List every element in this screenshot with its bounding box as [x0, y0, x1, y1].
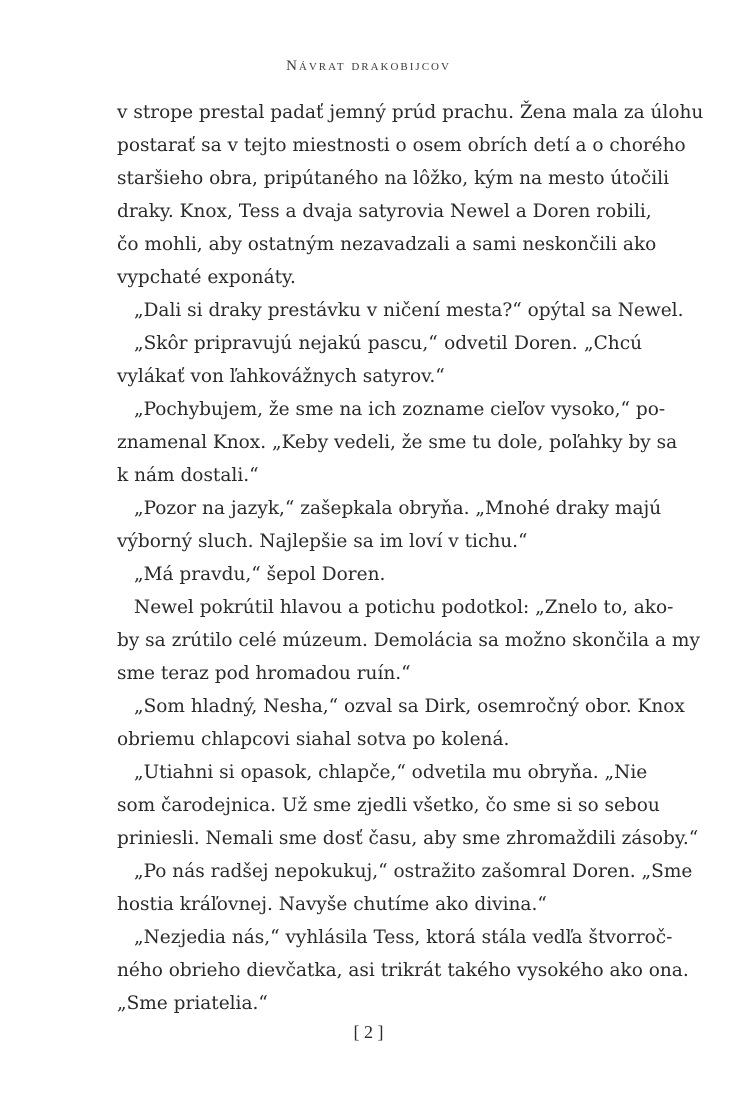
text-line: „Utiahni si opasok, chlapče,“ odvetila mu obryňa. „Nie — [134, 762, 648, 783]
text-line: „Má pravdu,“ šepol Doren. — [134, 564, 386, 585]
text-line: „Nezjedia nás,“ vyhlásila Tess, ktorá stála vedľa štvorroč- — [134, 927, 673, 948]
text-line: sme teraz pod hromadou ruín.“ — [117, 663, 411, 684]
text-line: „Som hladný, Nesha,“ ozval sa Dirk, osemročný obor. Knox — [134, 696, 685, 717]
running-head: Návrat drakobijcov — [286, 58, 451, 74]
text-line: hostia kráľovnej. Navyše chutíme ako divina.“ — [117, 894, 547, 915]
text-line: staršieho obra, pripútaného na lôžko, kým na mesto útočili — [117, 168, 670, 189]
text-line: „Pozor na jazyk,“ zašepkala obryňa. „Mnohé draky majú — [134, 498, 662, 519]
text-line: čo mohli, aby ostatným nezavadzali a sami neskončili ako — [117, 234, 657, 255]
body-text — [117, 96, 704, 1020]
text-line: Newel pokrútil hlavou a potichu podotkol: „Znelo to, ako- — [134, 597, 674, 618]
text-line: „Po nás radšej nepokukuj,“ ostražito zašomral Doren. „Sme — [134, 861, 693, 882]
text-line: postarať sa v tejto miestnosti o osem obrích detí a o chorého — [117, 135, 686, 156]
text-line: v strope prestal padať jemný prúd prachu. Žena mala za úlohu — [117, 102, 704, 123]
text-line: „Skôr pripravujú nejakú pascu,“ odvetil Doren. „Chcú — [134, 333, 642, 354]
text-line: ného obrieho dievčatka, asi trikrát takého vysokého ako ona. — [117, 960, 689, 981]
text-line: výborný sluch. Najlepšie sa im loví v tichu.“ — [117, 531, 528, 552]
text-line: „Sme priatelia.“ — [117, 993, 268, 1014]
text-line: by sa zrútilo celé múzeum. Demolácia sa možno skončila a my — [117, 630, 700, 651]
text-line: som čarodejnica. Už sme zjedli všetko, čo sme si so sebou — [117, 795, 660, 816]
page-number: [ 2 ] — [353, 1022, 384, 1042]
text-line: draky. Knox, Tess a dvaja satyrovia Newel a Doren robili, — [117, 201, 652, 222]
text-line: vylákať von ľahkovážnych satyrov.“ — [117, 366, 445, 387]
text-line: znamenal Knox. „Keby vedeli, že sme tu dole, poľahky by sa — [117, 432, 678, 453]
text-line: obriemu chlapcovi siahal sotva po kolená. — [117, 729, 510, 750]
text-line: priniesli. Nemali sme dosť času, aby sme zhromaždili zásoby.“ — [117, 828, 699, 849]
text-line: k nám dostali.“ — [117, 465, 259, 486]
text-line: „Dali si draky prestávku v ničení mesta?“ opýtal sa Newel. — [134, 300, 684, 321]
text-line: vypchaté exponáty. — [117, 267, 296, 288]
text-line: „Pochybujem, že sme na ich zozname cieľov vysoko,“ po- — [134, 399, 666, 420]
